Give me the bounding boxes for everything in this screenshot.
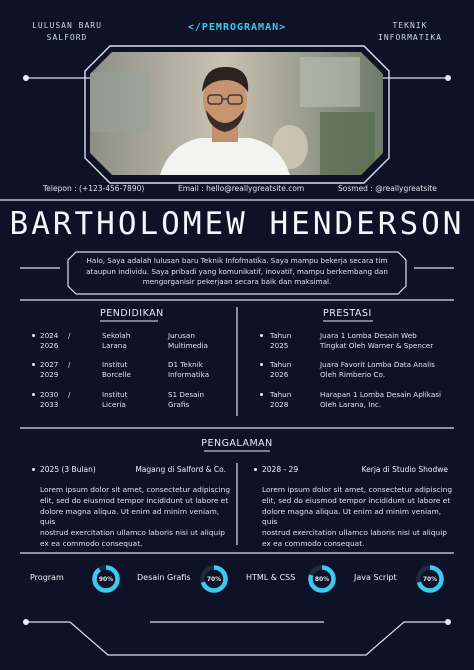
- edu-institution-line1: Sekolah: [102, 331, 131, 340]
- skill-name: Desain Grafis: [137, 573, 191, 582]
- skill-progress-ring: [91, 564, 121, 594]
- summary-line3: mengorganisir pekerjaan secara baik dan maksimal.: [142, 277, 332, 286]
- edu-separator: /: [68, 390, 71, 399]
- experience-description-line: Lorem ipsum dolor sit amet, consectetur adipiscing: [40, 485, 231, 494]
- header-right-line2: INFORMATIKA: [378, 33, 442, 42]
- experience-description-line: ex ea commodo consequat.: [40, 538, 143, 548]
- experience-item: [32, 465, 231, 548]
- experience-role: Magang di Salford & Co.: [135, 465, 226, 474]
- skill-name: Java Script: [354, 573, 397, 582]
- achievements-title: PRESTASI: [323, 308, 372, 319]
- education-item: [32, 360, 232, 382]
- bullet-icon: [32, 393, 35, 396]
- edu-institution-line1: Institut: [102, 360, 128, 369]
- skill-progress-ring: [199, 564, 229, 594]
- bullet-icon: [32, 468, 35, 471]
- experience-description: [40, 485, 236, 550]
- header-title: </PEMROGRAMAN>: [187, 22, 287, 33]
- achievement-line1: Harapan 1 Lomba Desain Aplikasi: [320, 390, 441, 399]
- achievement-line2: Oleh Rimberio Co.: [320, 369, 386, 379]
- edu-separator: /: [68, 331, 71, 340]
- edu-major-line2: Informatika: [168, 369, 210, 379]
- edu-year-end: 2026: [40, 340, 59, 350]
- skills-row: [0, 562, 474, 596]
- experience-description-line: ex ea commodo consequat.: [262, 538, 365, 548]
- header-right-line1: TEKNIK: [392, 21, 428, 30]
- contact-phone: Telepon : (+123-456-7890): [43, 184, 145, 193]
- full-name: BARTHOLOMEW HENDERSON: [9, 206, 465, 242]
- achievement-item: [260, 360, 460, 382]
- edu-year-start: 2030: [40, 390, 59, 399]
- experience-description-line: dolore magna aliqua. Ut enim ad minim veniam, quis: [40, 506, 220, 527]
- experience-item: [254, 465, 453, 548]
- edu-institution-line1: Institut: [102, 390, 128, 399]
- achievement-year-label: Tahun: [270, 390, 292, 399]
- skill-percent-label: 70%: [422, 576, 438, 584]
- summary-line2: ataupun individu. Saya pribadi yang komunikatif, inovatif, mampu berkembang dan: [86, 266, 388, 276]
- skill-percent-label: 70%: [206, 576, 222, 584]
- edu-year-start: 2027: [40, 360, 59, 369]
- achievement-year: 2028: [270, 399, 289, 409]
- header-left-line2: SALFORD: [46, 33, 88, 42]
- achievement-line2: Oleh Larana, Inc.: [320, 399, 382, 409]
- achievement-year: 2026: [270, 369, 289, 379]
- bullet-icon: [254, 468, 257, 471]
- profile-photo-illustration: [90, 52, 383, 175]
- skill-name: HTML & CSS: [246, 573, 296, 582]
- edu-major-line1: D1 Teknik: [168, 360, 203, 369]
- achievement-item: [260, 331, 460, 353]
- skill-progress-ring: [307, 564, 337, 594]
- header-left-line1: LULUSAN BARU: [32, 21, 102, 30]
- achievement-year-label: Tahun: [270, 360, 292, 369]
- experience-title-underline: [204, 450, 270, 452]
- achievement-line1: Juara Favorit Lomba Data Analis: [320, 360, 435, 369]
- header-right: [364, 20, 456, 44]
- education-title: PENDIDIKAN: [100, 308, 164, 319]
- summary: [70, 256, 404, 288]
- edu-separator: /: [68, 360, 71, 369]
- edu-year-end: 2029: [40, 369, 59, 379]
- experience-description: [262, 485, 458, 550]
- bullet-icon: [32, 334, 35, 337]
- summary-line1: Halo, Saya adalah lulusan baru Teknik Infofmatika. Saya mampu bekerja secara tim: [86, 256, 388, 265]
- experience-description-line: nostrud exercitation ullamco laboris nisi ut aliquip: [262, 528, 447, 538]
- skill-percent-label: 90%: [98, 576, 114, 584]
- bullet-icon: [260, 363, 263, 366]
- achievements-title-underline: [323, 320, 373, 322]
- experience-role: Kerja di Studio Shodwe: [361, 465, 448, 474]
- experience-period: 2028 - 29: [262, 465, 299, 474]
- skill-name: Program: [30, 573, 64, 582]
- contact-email[interactable]: Email : hello@reallygreatsite.com: [178, 184, 305, 193]
- edu-institution-line2: Borcelle: [102, 369, 131, 379]
- header-left: [22, 20, 112, 44]
- experience-period: 2025 (3 Bulan): [40, 465, 96, 474]
- bullet-icon: [260, 393, 263, 396]
- achievement-year: 2025: [270, 340, 289, 350]
- education-title-underline: [100, 320, 158, 322]
- experience-description-line: dolore magna aliqua. Ut enim ad minim veniam, quis: [262, 506, 442, 527]
- edu-institution-line2: Liceria: [102, 399, 126, 409]
- skill-percent-label: 80%: [314, 576, 330, 584]
- achievement-line2: Tingkat Oleh Warner & Spencer: [320, 340, 434, 350]
- edu-major-line1: Jurusan: [168, 331, 195, 340]
- skill-progress-ring: [415, 564, 445, 594]
- edu-year-start: 2024: [40, 331, 59, 340]
- experience-description-line: nostrud exercitation ullamco laboris nisi ut aliquip: [40, 528, 225, 538]
- experience-description-line: elit, sed do eiusmod tempor incididunt ut labore et: [40, 495, 229, 505]
- contact-social[interactable]: Sosmed : @reallygreatsite: [338, 184, 437, 193]
- education-item: [32, 390, 232, 412]
- edu-major-line1: S1 Desain: [168, 390, 205, 399]
- education-item: [32, 331, 232, 353]
- bullet-icon: [260, 334, 263, 337]
- bullet-icon: [32, 363, 35, 366]
- edu-major-line2: Multimedia: [168, 340, 208, 350]
- edu-major-line2: Grafis: [168, 399, 190, 409]
- edu-year-end: 2033: [40, 399, 59, 409]
- experience-description-line: elit, sed do eiusmod tempor incididunt ut labore et: [262, 495, 451, 505]
- achievement-line1: Juara 1 Lomba Desain Web: [320, 331, 417, 340]
- experience-title: PENGALAMAN: [201, 438, 273, 449]
- achievement-year-label: Tahun: [270, 331, 292, 340]
- profile-photo: [90, 52, 383, 175]
- edu-institution-line2: Larana: [102, 340, 127, 350]
- experience-description-line: Lorem ipsum dolor sit amet, consectetur adipiscing: [262, 485, 453, 494]
- achievement-item: [260, 390, 460, 412]
